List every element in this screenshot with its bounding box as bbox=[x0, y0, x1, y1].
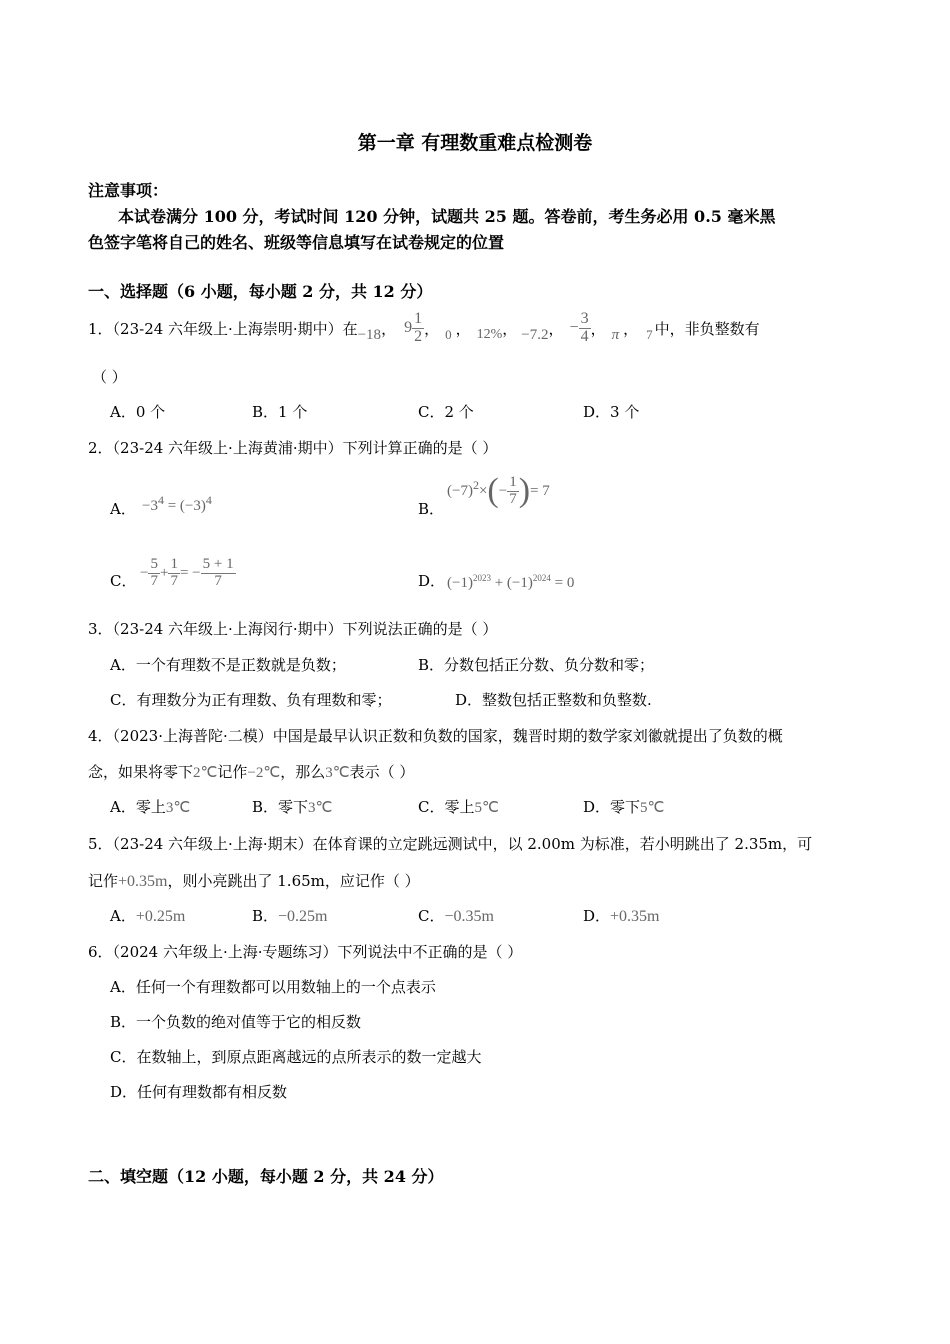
page-title: 第一章 有理数重难点检测卷 bbox=[357, 132, 593, 154]
q2-b-numerator: 1 bbox=[509, 473, 517, 490]
q4-text-b: 记作 bbox=[217, 763, 248, 781]
q4-c-value: 5℃ bbox=[474, 800, 499, 816]
q1-suffix: 中，非负整数有 bbox=[654, 319, 760, 338]
q2-option-c-expression[interactable] bbox=[140, 557, 236, 590]
q2-b-denominator: 7 bbox=[509, 490, 517, 507]
question-4-stem-line-1: 4．（2023·上海普陀·二模）中国是最早认识正数和负数的国家，魏晋时期的数学家刘徽就提出了负数的概 bbox=[88, 727, 783, 745]
q2-c-equals: = − bbox=[179, 564, 201, 581]
q2-b-rhs: = 7 bbox=[530, 482, 550, 499]
q5-d-label: D． bbox=[583, 907, 611, 925]
q1-option-b[interactable]: B．1 个 bbox=[252, 403, 308, 421]
q1-fraction-numerator: 3 bbox=[580, 309, 589, 327]
q1-sep: ， bbox=[548, 319, 564, 338]
question-5-stem-line-1: 5．（23-24 六年级上·上海·期末）在体育课的立定跳远测试中，以 2.00m 为标准，若小明跳出了 2.35m，可 bbox=[88, 835, 813, 853]
q4-text-c: ，那么 bbox=[280, 763, 326, 781]
q4-d-text: D．零下 bbox=[583, 798, 641, 816]
q5-c-label: C． bbox=[418, 907, 445, 925]
q2-a-exp2: 4 bbox=[205, 493, 212, 507]
q4-text-a: 念，如果将零下 bbox=[88, 763, 194, 781]
question-3-stem: 3．（23-24 六年级上·上海闵行·期中）下列说法正确的是（ ） bbox=[88, 620, 498, 638]
q1-num-pi: π bbox=[611, 326, 620, 343]
section-1-heading: 一、选择题（6 小题，每小题 2 分，共 12 分） bbox=[88, 282, 433, 301]
q4-a-text: A．零上 bbox=[110, 798, 166, 816]
q1-sep: ， bbox=[623, 319, 639, 338]
q3-option-c[interactable]: C．有理数分为正有理数、负有理数和零； bbox=[110, 691, 392, 709]
q4-option-c[interactable] bbox=[418, 796, 499, 817]
q2-b-exp: 2 bbox=[472, 477, 479, 492]
section-2-heading: 二、填空题（12 小题，每小题 2 分，共 24 分） bbox=[88, 1167, 444, 1186]
q4-temp-3: 3℃ bbox=[325, 765, 350, 781]
q2-b-left-paren: ( bbox=[487, 472, 499, 509]
q4-option-b[interactable] bbox=[252, 796, 332, 817]
q2-option-b-label[interactable]: B． bbox=[418, 500, 445, 518]
question-4-stem-line-2 bbox=[88, 761, 414, 782]
q1-num-neg7-2: −7.2 bbox=[521, 326, 549, 343]
q2-c-f3-numerator: 5 + 1 bbox=[202, 556, 234, 572]
q1-sep: ， bbox=[381, 319, 397, 338]
q6-option-b[interactable]: B．一个负数的绝对值等于它的相反数 bbox=[110, 1013, 362, 1031]
q5-option-a[interactable] bbox=[110, 905, 185, 926]
q1-sep: ， bbox=[502, 319, 518, 338]
q6-option-a[interactable]: A．任何一个有理数都可以用数轴上的一个点表示 bbox=[110, 978, 436, 996]
q2-c-f3-denominator: 7 bbox=[214, 572, 222, 589]
q1-mixed-numerator: 1 bbox=[414, 309, 423, 327]
q3-option-a[interactable]: A．一个有理数不是正数就是负数； bbox=[110, 656, 346, 674]
notice-line-2: 色签字笔将自己的姓名、班级等信息填写在试卷规定的位置 bbox=[88, 233, 505, 252]
q5-c-value: −0.35m bbox=[444, 908, 494, 925]
q4-text-d: 表示（ ） bbox=[349, 763, 415, 781]
notice-line-1: 本试卷满分 100 分，考试时间 120 分钟，试题共 25 题。答卷前，考生务必用 0.5 毫米黑 bbox=[118, 207, 776, 226]
q2-d-base: (−1) bbox=[447, 575, 473, 591]
q1-num-zero: 0 bbox=[445, 327, 452, 342]
q5-text-b: ，则小亮跳出了 1.65m，应记作（ ） bbox=[167, 872, 420, 890]
q2-c-f1-numerator: 5 bbox=[150, 556, 158, 572]
q1-option-c[interactable]: C．2 个 bbox=[418, 403, 474, 421]
q5-text-a: 记作 bbox=[88, 872, 119, 890]
q2-d-exp-2023: 2023 bbox=[472, 573, 491, 583]
q5-a-label: A． bbox=[110, 907, 136, 925]
q5-d-value: +0.35m bbox=[610, 908, 660, 925]
q4-a-value: 3℃ bbox=[165, 800, 191, 816]
q2-option-c-label[interactable]: C． bbox=[110, 572, 137, 590]
q4-b-text: B．零下 bbox=[252, 798, 309, 816]
q2-c-minus: − bbox=[140, 564, 149, 581]
q1-sep: ， bbox=[424, 319, 440, 338]
q1-mixed-number bbox=[404, 311, 424, 346]
q2-d-exp-2024: 2024 bbox=[532, 573, 551, 583]
q6-option-c[interactable]: C．在数轴上，到原点距离越远的点所表示的数一定越大 bbox=[110, 1048, 482, 1066]
q2-option-d-label[interactable]: D． bbox=[418, 572, 446, 590]
q1-option-a[interactable]: A．0 个 bbox=[110, 403, 166, 421]
q1-num-percent: 12% bbox=[476, 327, 503, 342]
q1-num-seven: 7 bbox=[646, 327, 653, 342]
q4-temp-1: 2℃ bbox=[193, 765, 218, 781]
q2-c-f2-numerator: 1 bbox=[170, 556, 178, 572]
q1-answer-paren: （ ） bbox=[92, 368, 127, 386]
q2-a-exp: 4 bbox=[157, 493, 164, 507]
q2-option-a-expression[interactable] bbox=[142, 493, 212, 515]
q1-sep: ， bbox=[590, 319, 606, 338]
q2-b-minus: − bbox=[498, 482, 508, 499]
q2-option-b-expression[interactable] bbox=[447, 474, 550, 508]
q2-a-base: −3 bbox=[142, 498, 158, 514]
q1-option-d[interactable]: D．3 个 bbox=[583, 403, 640, 421]
q5-b-value: −0.25m bbox=[278, 908, 328, 925]
question-6-stem: 6．（2024 六年级上·上海·专题练习）下列说法中不正确的是（ ） bbox=[88, 943, 523, 961]
q5-a-value: +0.25m bbox=[135, 908, 186, 925]
q2-c-f2-denominator: 7 bbox=[170, 572, 178, 589]
notice-heading: 注意事项： bbox=[88, 181, 169, 200]
question-1-stem bbox=[88, 308, 760, 348]
q5-option-c[interactable] bbox=[418, 905, 494, 926]
q2-b-right-paren: ) bbox=[518, 472, 531, 509]
q4-temp-2: −2℃ bbox=[247, 765, 281, 781]
q4-option-d[interactable] bbox=[583, 796, 664, 817]
q2-c-f1-denominator: 7 bbox=[150, 572, 158, 589]
question-5-stem-line-2 bbox=[88, 870, 420, 891]
q4-d-value: 5℃ bbox=[640, 800, 665, 816]
q2-c-plus: + bbox=[159, 564, 169, 581]
q1-neg-fraction bbox=[570, 311, 591, 346]
q2-option-d-expression[interactable] bbox=[447, 573, 574, 592]
q2-b-times: × bbox=[478, 482, 488, 499]
q3-option-b[interactable]: B．分数包括正分数、负分数和零； bbox=[418, 656, 655, 674]
q2-b-base: (−7) bbox=[447, 482, 473, 499]
q4-c-text: C．零上 bbox=[418, 798, 475, 816]
q4-option-a[interactable] bbox=[110, 796, 190, 817]
q5-b-label: B． bbox=[252, 907, 279, 925]
q2-a-rhs: = (−3) bbox=[163, 498, 206, 514]
q6-option-d[interactable]: D．任何有理数都有相反数 bbox=[110, 1083, 288, 1101]
q3-option-d[interactable]: D．整数包括正整数和负整数. bbox=[455, 691, 652, 709]
q1-fraction-denominator: 4 bbox=[580, 327, 589, 345]
question-2-stem: 2．（23-24 六年级上·上海黄浦·期中）下列计算正确的是（ ） bbox=[88, 439, 498, 457]
q1-mixed-denominator: 2 bbox=[414, 327, 423, 345]
q2-d-plus: + (−1) bbox=[490, 575, 533, 591]
q2-option-a-label[interactable]: A． bbox=[110, 500, 136, 518]
q1-mixed-whole: 9 bbox=[404, 318, 413, 336]
q5-option-b[interactable] bbox=[252, 905, 328, 926]
q4-b-value: 3℃ bbox=[308, 800, 333, 816]
q5-option-d[interactable] bbox=[583, 905, 660, 926]
q2-d-rhs: = 0 bbox=[550, 575, 575, 591]
q1-fraction-minus: − bbox=[569, 318, 579, 336]
q1-prefix: 1．（23-24 六年级上·上海崇明·期中）在 bbox=[88, 319, 358, 338]
q1-sep: ， bbox=[455, 319, 471, 338]
q5-value: +0.35m bbox=[118, 873, 168, 890]
q1-num-neg18: −18 bbox=[357, 326, 382, 343]
